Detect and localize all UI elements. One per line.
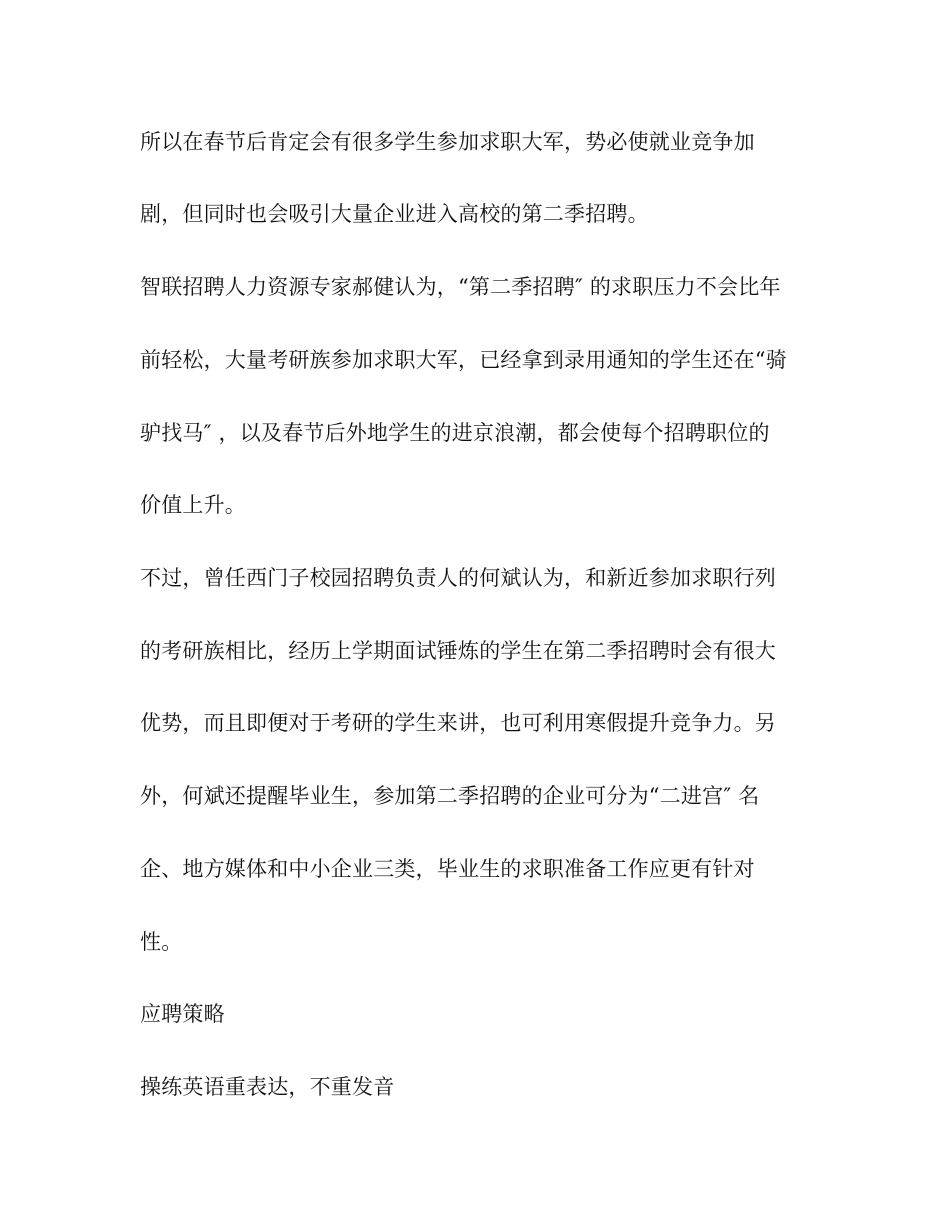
paragraph-line: 不过，曾任西门子校园招聘负责人的何斌认为，和新近参加求职行列 xyxy=(140,566,776,590)
paragraph-line: 驴找马″ ，以及春节后外地学生的进京浪潮，都会使每个招聘职位的 xyxy=(140,421,770,445)
paragraph-line: 优势，而且即便对于考研的学生来讲，也可利用寒假提升竞争力。另 xyxy=(140,711,776,735)
paragraph-line: 价值上升。 xyxy=(140,493,246,517)
paragraph-line: 剧，但同时也会吸引大量企业进入高校的第二季招聘。 xyxy=(140,202,649,226)
paragraph-line: 性。 xyxy=(140,930,183,954)
paragraph-line: 的考研族相比，经历上学期面试锤炼的学生在第二季招聘时会有很大 xyxy=(140,639,776,663)
paragraph-line: 外，何斌还提醒毕业生，参加第二季招聘的企业可分为“二进宫″ 名 xyxy=(140,784,760,808)
paragraph-line: 智联招聘人力资源专家郝健认为，“第二季招聘″ 的求职压力不会比年 xyxy=(140,275,781,299)
paragraph-line: 前轻松，大量考研族参加求职大军，已经拿到录用通知的学生还在“骑 xyxy=(140,348,787,372)
paragraph-line: 企、地方媒体和中小企业三类，毕业生的求职准备工作应更有针对 xyxy=(140,857,755,881)
subsection-heading: 操练英语重表达，不重发音 xyxy=(140,1075,395,1099)
section-heading: 应聘策略 xyxy=(140,1002,225,1026)
paragraph-line: 所以在春节后肯定会有很多学生参加求职大军，势必使就业竞争加 xyxy=(140,130,755,154)
